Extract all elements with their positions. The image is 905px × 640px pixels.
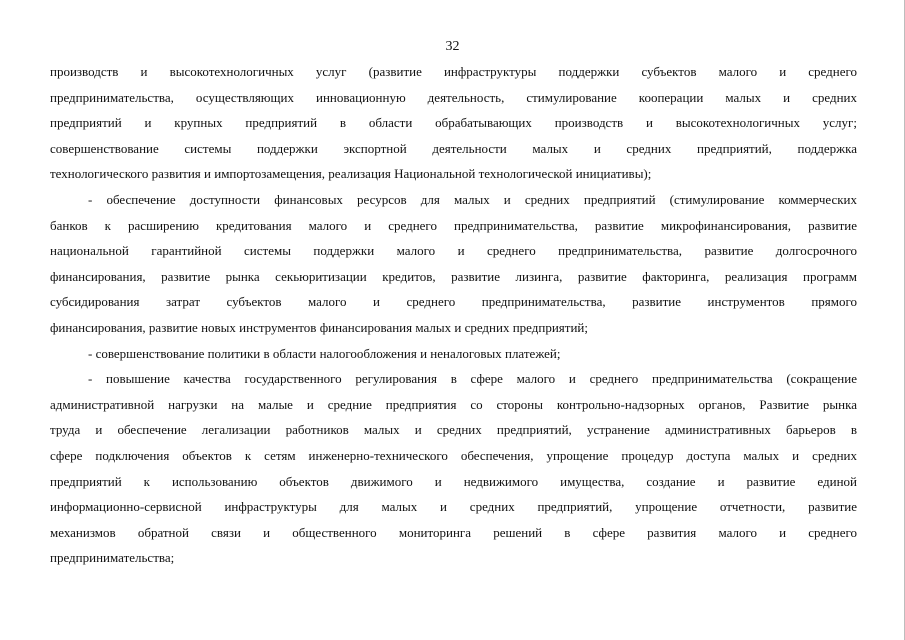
- text-line: - повышение качества государственного регулирования в сфере малого и среднего предпринимательства (сокращение: [88, 371, 857, 387]
- text-line: труда и обеспечение легализации работников малых и средних предприятий, устранение административных барьеров в: [50, 422, 857, 438]
- text-line: предпринимательства, осуществляющих инновационную деятельность, стимулирование кооперации малых и средних: [50, 89, 857, 105]
- text-line: совершенствование системы поддержки экспортной деятельности малых и средних предприятий, поддержка: [50, 140, 857, 156]
- text-line: финансирования, развитие новых инструментов финансирования малых и средних предприятий;: [50, 319, 588, 335]
- text-line: предприятий и крупных предприятий в области обрабатывающих производств и высокотехнологичных услуг;: [50, 115, 857, 131]
- text-line: механизмов обратной связи и общественного мониторинга решений в сфере развития малого и среднего: [50, 524, 857, 540]
- text-line: технологического развития и импортозамещения, реализация Национальной технологической инициативы);: [50, 166, 652, 182]
- text-line: финансирования, развитие рынка секьюритизации кредитов, развитие лизинга, развитие факторинга, реализация программ: [50, 268, 857, 284]
- text-line: информационно-сервисной инфраструктуры для малых и средних предприятий, упрощение отчетности, развитие: [50, 499, 857, 515]
- text-line: субсидирования затрат субъектов малого и среднего предпринимательства, развитие инструментов прямого: [50, 294, 857, 310]
- text-line: сфере подключения объектов к сетям инженерно-технического обеспечения, упрощение процедур доступа малых и средних: [50, 447, 857, 463]
- text-line: производств и высокотехнологичных услуг (развитие инфраструктуры поддержки субъектов малого и среднего: [50, 64, 857, 79]
- text-line: - обеспечение доступности финансовых ресурсов для малых и средних предприятий (стимулирование коммерческих: [88, 191, 857, 207]
- text-line: банков к расширению кредитования малого и среднего предпринимательства, развитие микрофинансирования, развитие: [50, 217, 857, 233]
- text-line: административной нагрузки на малые и средние предприятия со стороны контрольно-надзорных органов, Развитие рынка: [50, 396, 857, 412]
- text-line: - совершенствование политики в области налогообложения и неналоговых платежей;: [88, 345, 561, 361]
- page-number: 32: [445, 39, 460, 54]
- document-body-text: [50, 64, 857, 576]
- text-line: предпринимательства;: [50, 550, 175, 566]
- text-line: национальной гарантийной системы поддержки малого и среднего предпринимательства, развитие долгосрочного: [50, 243, 857, 259]
- text-line: предприятий к использованию объектов движимого и недвижимого имущества, создание и развитие единой: [50, 473, 857, 489]
